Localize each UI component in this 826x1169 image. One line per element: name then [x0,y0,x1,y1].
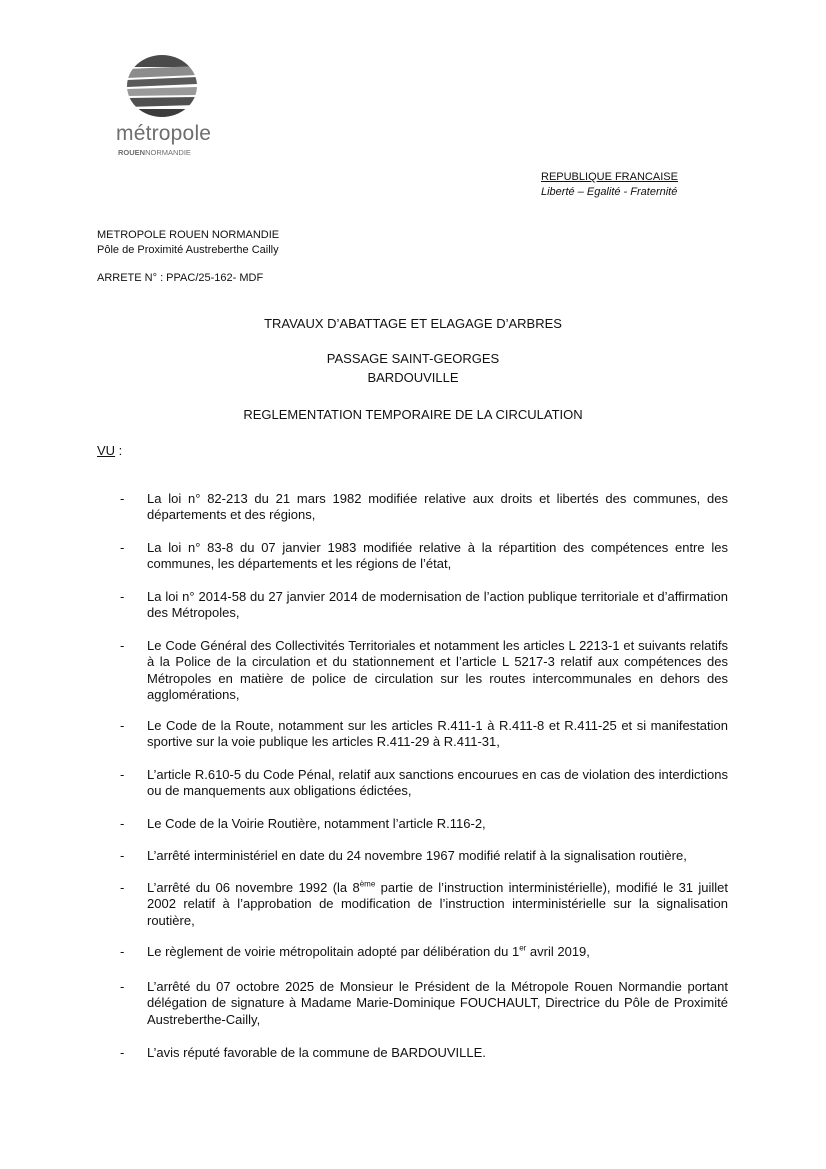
list-item-text: Le Code Général des Collectivités Territoriales et notamment les articles L 2213-1 et suivants relatifs à la Police de la circulation et du stationnement et l’article L 5217-3 relatif aux compétences des Métropoles en matière de police de circulation sur les routes intercommunales en dehors des agglomérations, [147,638,728,702]
list-bullet: - [120,491,125,506]
superscript: er [519,943,527,953]
list-item [120,979,728,1028]
regulation-title: REGLEMENTATION TEMPORAIRE DE LA CIRCULATION [243,407,583,422]
list-item [120,880,728,929]
metropole-logo-icon [126,54,198,119]
list-item-text [147,944,728,960]
list-bullet: - [120,589,125,604]
list-item [120,767,728,800]
list-bullet: - [120,718,125,733]
town-title: BARDOUVILLE [367,370,459,385]
issuer-name: METROPOLE ROUEN NORMANDIE [97,229,280,241]
list-bullet: - [120,979,125,994]
list-item [120,816,728,832]
republic-title: REPUBLIQUE FRANCAISE [541,171,678,183]
list-bullet: - [120,816,125,831]
street-title: PASSAGE SAINT-GEORGES [326,351,500,366]
list-item-text: La loi n° 83-8 du 07 janvier 1983 modifiée relative à la répartition des compétences entre les communes, les départements et les régions de l’état, [147,540,728,572]
superscript: ème [359,879,376,889]
list-bullet: - [120,638,125,653]
list-item-text: La loi n° 82-213 du 21 mars 1982 modifiée relative aux droits et libertés des communes, des départements et des régions, [147,491,728,523]
list-item [120,718,728,751]
vu-heading [97,443,122,458]
list-item [120,848,728,864]
logo-subtitle [118,148,191,157]
issuer-department: Pôle de Proximité Austreberthe Cailly [97,243,279,256]
republic-motto: Liberté – Egalité - Fraternité [541,186,678,198]
list-item-text: L’avis réputé favorable de la commune de BARDOUVILLE. [147,1045,486,1060]
list-item-text [147,880,728,929]
list-bullet: - [120,540,125,555]
list-item-text: L’article R.610-5 du Code Pénal, relatif aux sanctions encourues en cas de violation des interdictions ou de manquements aux obligations édictées, [147,767,728,799]
list-item [120,491,728,524]
list-item-text-post: avril 2019, [526,944,590,959]
list-item-text-post: partie de l’instruction interministérielle), modifié le 31 juillet 2002 relatif à l’approbation de modification de l’instruction interministérielle sur la signalisation routière, [147,880,728,928]
issuer-block [97,228,279,257]
list-item [120,944,728,960]
list-item-text: L’arrêté interministériel en date du 24 novembre 1967 modifié relatif à la signalisation routière, [147,848,687,863]
logo-subtitle-normandie: NORMANDIE [145,148,191,157]
arrete-number: ARRETE N° : PPAC/25-162- MDF [97,272,264,284]
list-bullet: - [120,848,125,863]
list-bullet: - [120,944,125,959]
list-bullet: - [120,880,125,895]
list-item-text: L’arrêté du 07 octobre 2025 de Monsieur le Président de la Métropole Rouen Normandie portant délégation de signature à Madame Marie-Dominique FOUCHAULT, Directrice du Pôle de Proximité Austreberthe-Cailly, [147,979,728,1027]
list-item [120,589,728,622]
list-bullet: - [120,767,125,782]
list-item [120,1045,728,1061]
vu-colon: : [115,443,123,458]
republic-header [541,170,678,200]
list-item [120,638,728,703]
work-title: TRAVAUX D’ABATTAGE ET ELAGAGE D’ARBRES [264,316,562,331]
logo-wordmark: métropole [116,122,212,145]
list-item-text-pre: Le règlement de voirie métropolitain adopté par délibération du 1 [147,944,520,959]
list-item-text: Le Code de la Route, notamment sur les articles R.411-1 à R.411-8 et R.411-25 et si manifestation sportive sur la voie publique les articles R.411-29 à R.411-31, [147,718,728,750]
list-bullet: - [120,1045,125,1060]
list-item-text-pre: L’arrêté du 06 novembre 1992 (la 8 [147,880,360,895]
list-item-text: Le Code de la Voirie Routière, notamment l’article R.116-2, [147,816,486,831]
list-item-text: La loi n° 2014-58 du 27 janvier 2014 de modernisation de l’action publique territoriale et d’affirmation des Métropoles, [147,589,728,621]
vu-label: VU [97,443,116,458]
list-item [120,540,728,573]
logo-subtitle-rouen: ROUEN [118,148,146,157]
